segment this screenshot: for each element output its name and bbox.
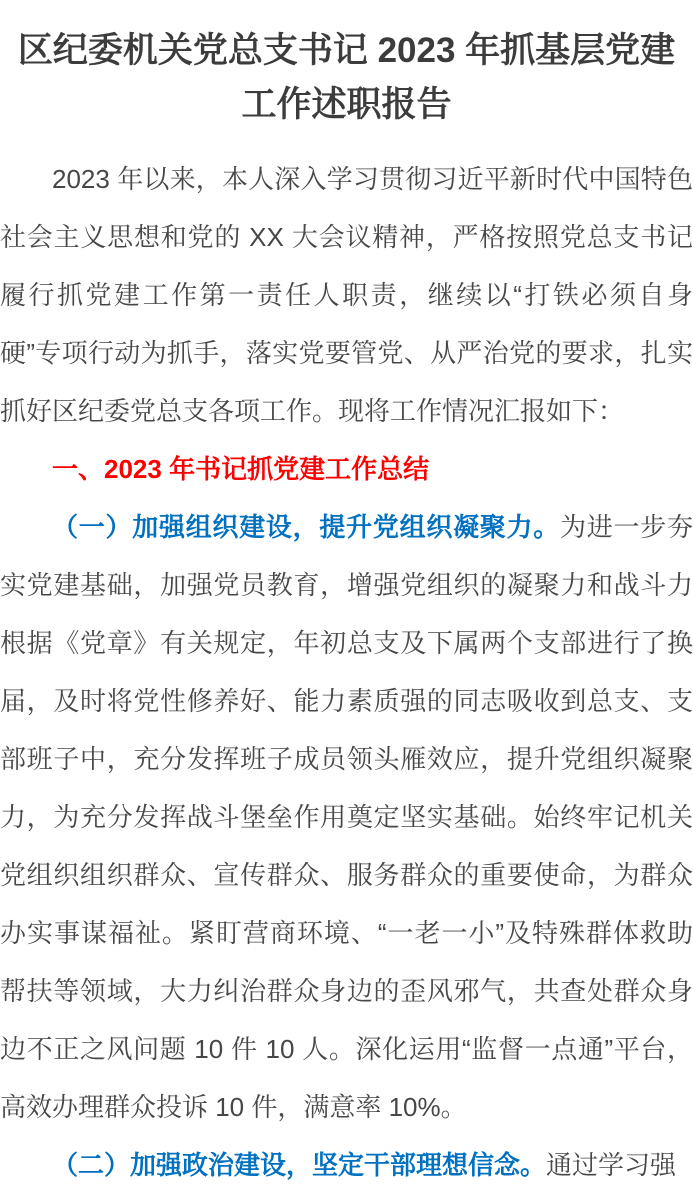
document-body	[0, 150, 693, 1194]
paragraph-subsection-2	[0, 1136, 693, 1194]
subsection-2-body: 通过学习强	[546, 1150, 677, 1180]
subsection-2-lead: （二）加强政治建设，坚定干部理想信念。	[52, 1150, 547, 1180]
paragraph-subsection-1	[0, 498, 693, 1136]
subsection-1-body: 为进一步夯实党建基础，加强党员教育，增强党组织的凝聚力和战斗力根据《党章》有关规定，年初总支及下属两个支部进行了换届，及时将党性修养好、能力素质强的同志吸收到总支、支部班子中，充分发挥班子成员领头雁效应，提升党组织凝聚力，为充分发挥战斗堡垒作用奠定坚实基础。始终牢记机关党组织组织群众、宣传群众、服务群众的重要使命，为群众办实事谋福祉。紧盯营商环境、“一老一小”及特殊群体救助帮扶等领域，大力纠治群众身边的歪风邪气，共查处群众身边不正之风问题 10 件 10 人。深化运用“监督一点通”平台，高效办理群众投诉 10 件，满意率 10%。	[0, 512, 693, 1122]
paragraph-intro: 2023 年以来，本人深入学习贯彻习近平新时代中国特色社会主义思想和党的 XX 大会议精神，严格按照党总支书记履行抓党建工作第一责任人职责，继续以“打铁必须自身硬”专项行动为抓手，落实党要管党、从严治党的要求，扎实抓好区纪委党总支各项工作。现将工作情况汇报如下：	[0, 164, 693, 426]
section-1-heading: 一、2023 年书记抓党建工作总结	[52, 454, 430, 484]
document-page	[0, 24, 693, 1180]
subsection-1-lead: （一）加强组织建设，提升党组织凝聚力。	[52, 512, 561, 542]
document-title: 区纪委机关党总支书记 2023 年抓基层党建工作述职报告	[17, 31, 676, 124]
